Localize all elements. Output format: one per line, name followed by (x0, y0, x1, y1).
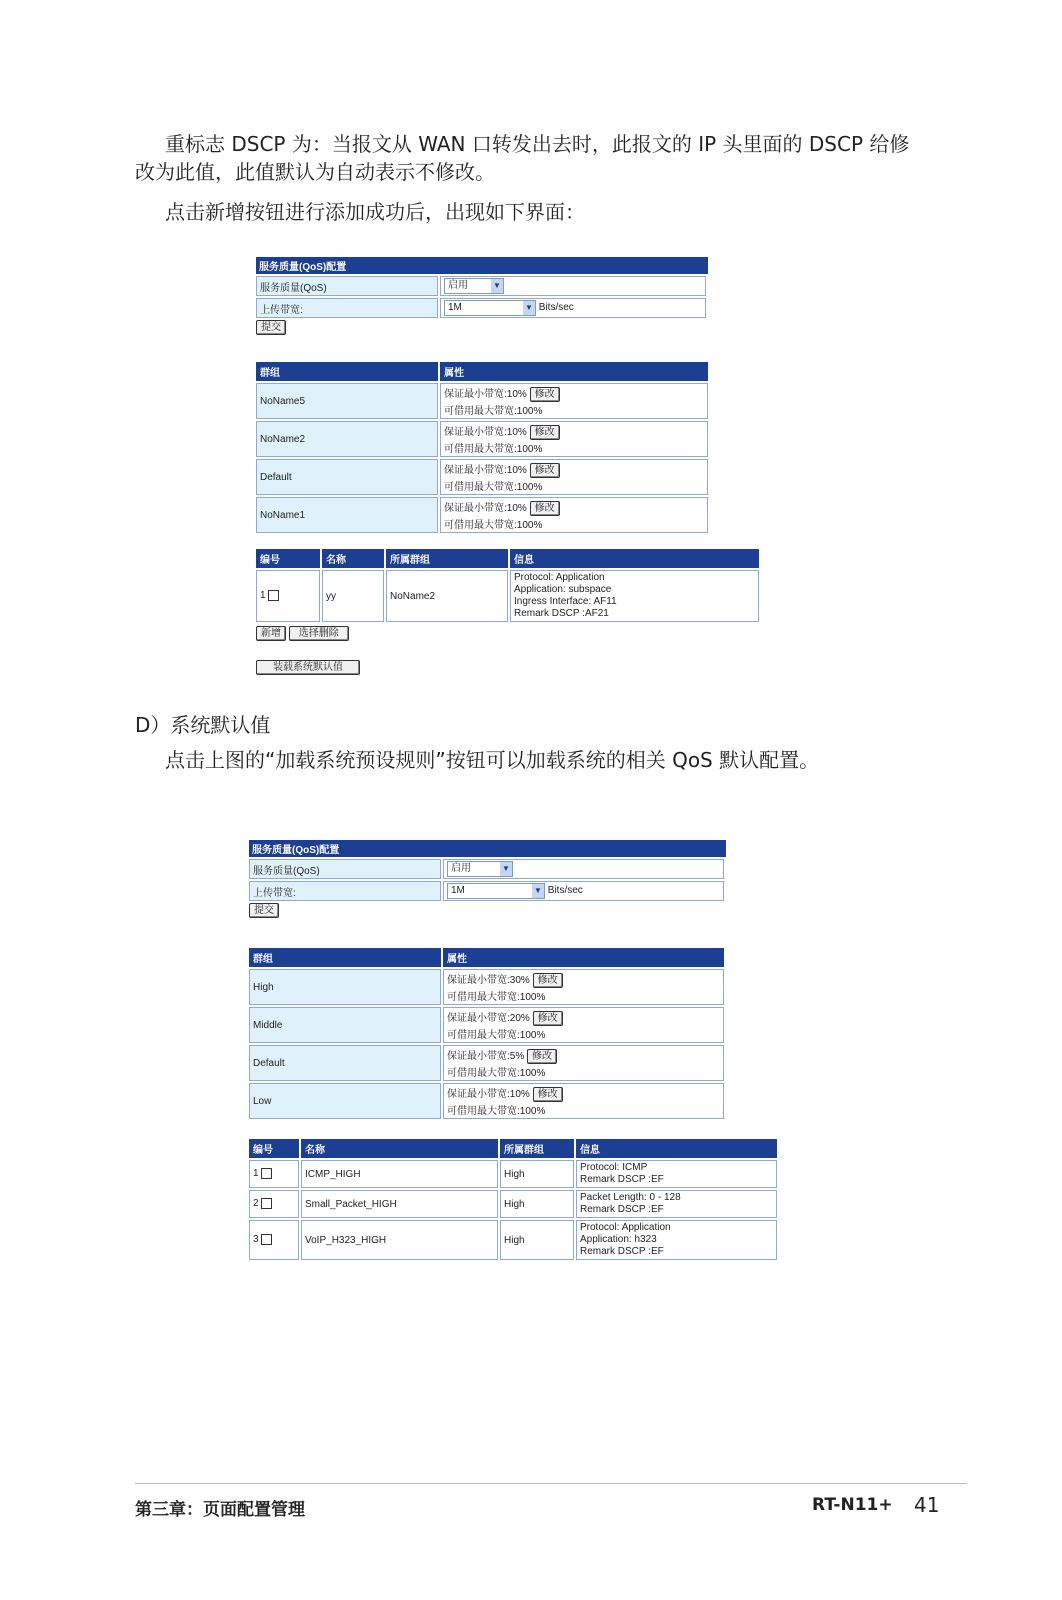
footer-chapter: 第三章：页面配置管理 (135, 1500, 305, 1520)
qos-select[interactable]: 启用 ▼ (444, 278, 504, 294)
group-max: 可借用最大带宽:100% (444, 406, 543, 417)
table-row (249, 1190, 777, 1218)
group-name: NoName2 (256, 421, 438, 457)
group-min: 保证最小带宽:20% (447, 1013, 530, 1024)
paragraph-load-default: 点击上图的“加载系统预设规则”按钮可以加载系统的相关 QoS 默认配置。 (165, 748, 820, 772)
submit-button[interactable]: 提交 (249, 903, 279, 918)
modify-button[interactable]: 修改 (530, 463, 560, 478)
rule-id: 1 (253, 1168, 259, 1180)
rule-info: Packet Length: 0 - 128 Remark DSCP :EF (576, 1190, 777, 1218)
chevron-down-icon: ▼ (523, 301, 535, 315)
group-min: 保证最小带宽:10% (444, 503, 527, 514)
group-row (256, 383, 708, 419)
qos-screenshot-2 (249, 840, 779, 1262)
chevron-down-icon: ▼ (500, 862, 512, 876)
load-default-button[interactable]: 装载系统默认值 (256, 660, 360, 675)
modify-button[interactable]: 修改 (530, 501, 560, 516)
group-min: 保证最小带宽:30% (447, 975, 530, 986)
section-heading-d: D）系统默认值 (135, 713, 271, 737)
bandwidth-unit: Bits/sec (547, 885, 583, 896)
modify-button[interactable]: 修改 (533, 1087, 563, 1102)
group-name: Default (256, 459, 438, 495)
modify-button[interactable]: 修改 (533, 1011, 563, 1026)
group-max: 可借用最大带宽:100% (444, 520, 543, 531)
group-max: 可借用最大带宽:100% (447, 992, 546, 1003)
group-name: Middle (249, 1007, 441, 1043)
group-table (254, 360, 710, 535)
rule-header-name: 名称 (322, 549, 384, 568)
group-name: Low (249, 1083, 441, 1119)
rule-info: Protocol: Application Application: subspace Ingress Interface: AF11 Remark DSCP :AF21 (510, 570, 759, 622)
qos-label: 服务质量(QoS) (256, 276, 438, 296)
qos-config-title: 服务质量(QoS)配置 (249, 840, 726, 857)
rule-name: Small_Packet_HIGH (301, 1190, 498, 1218)
group-min: 保证最小带宽:10% (447, 1089, 530, 1100)
rule-header-group: 所属群组 (500, 1139, 574, 1158)
rule-checkbox[interactable] (261, 1198, 272, 1209)
qos-screenshot-1 (256, 257, 761, 675)
group-max: 可借用最大带宽:100% (444, 482, 543, 493)
chevron-down-icon: ▼ (491, 279, 503, 293)
rule-group: NoName2 (386, 570, 508, 622)
group-header: 群组 (249, 948, 441, 967)
rule-name: VoIP_H323_HIGH (301, 1220, 498, 1260)
qos-config-title: 服务质量(QoS)配置 (256, 257, 708, 274)
group-name: High (249, 969, 441, 1005)
rule-table (247, 1137, 779, 1262)
table-row (256, 570, 759, 622)
rule-checkbox[interactable] (261, 1168, 272, 1179)
rule-info: Protocol: Application Application: h323 Remark DSCP :EF (576, 1220, 777, 1260)
modify-button[interactable]: 修改 (533, 973, 563, 988)
rule-checkbox[interactable] (261, 1234, 272, 1245)
attr-header: 属性 (443, 948, 724, 967)
group-name: NoName5 (256, 383, 438, 419)
attr-header: 属性 (440, 362, 708, 381)
rule-group: High (500, 1190, 574, 1218)
footer-model: RT-N11+ (812, 1495, 893, 1515)
rule-info: Protocol: ICMP Remark DSCP :EF (576, 1160, 777, 1188)
group-table (247, 946, 726, 1121)
rule-header-name: 名称 (301, 1139, 498, 1158)
modify-button[interactable]: 修改 (527, 1049, 557, 1064)
group-max: 可借用最大带宽:100% (447, 1106, 546, 1117)
delete-selected-button[interactable]: 选择删除 (289, 626, 349, 641)
group-min: 保证最小带宽:10% (444, 427, 527, 438)
group-min: 保证最小带宽:5% (447, 1051, 525, 1062)
group-row (249, 1007, 724, 1043)
group-name: NoName1 (256, 497, 438, 533)
modify-button[interactable]: 修改 (530, 387, 560, 402)
rule-header-info: 信息 (510, 549, 759, 568)
rule-group: High (500, 1160, 574, 1188)
rule-name: ICMP_HIGH (301, 1160, 498, 1188)
bandwidth-select[interactable]: 1M ▼ (444, 300, 536, 316)
rule-group: High (500, 1220, 574, 1260)
rule-table (254, 547, 761, 624)
group-max: 可借用最大带宽:100% (444, 444, 543, 455)
group-row (249, 1045, 724, 1081)
footer-divider (135, 1483, 967, 1484)
rule-id: 3 (253, 1234, 259, 1246)
rule-header-group: 所属群组 (386, 549, 508, 568)
rule-header-id: 编号 (249, 1139, 299, 1158)
submit-button[interactable]: 提交 (256, 320, 286, 335)
add-button[interactable]: 新增 (256, 626, 286, 641)
chevron-down-icon: ▼ (532, 884, 544, 898)
bandwidth-label: 上传带宽: (249, 881, 441, 901)
group-name: Default (249, 1045, 441, 1081)
rule-checkbox[interactable] (268, 590, 279, 601)
modify-button[interactable]: 修改 (530, 425, 560, 440)
group-row (249, 1083, 724, 1119)
rule-id: 2 (253, 1198, 259, 1210)
paragraph-add-success: 点击新增按钮进行添加成功后，出现如下界面： (165, 200, 585, 224)
bandwidth-label: 上传带宽: (256, 298, 438, 318)
rule-id: 1 (260, 590, 266, 602)
rule-header-info: 信息 (576, 1139, 777, 1158)
paragraph-dscp: 重标志 DSCP 为：当报文从 WAN 口转发出去时，此报文的 IP 头里面的 DSCP 给修改为此值，此值默认为自动表示不修改。 (135, 132, 910, 184)
group-min: 保证最小带宽:10% (444, 389, 527, 400)
group-header: 群组 (256, 362, 438, 381)
group-row (256, 421, 708, 457)
table-row (249, 1220, 777, 1260)
qos-label: 服务质量(QoS) (249, 859, 441, 879)
rule-name: yy (322, 570, 384, 622)
group-row (256, 497, 708, 533)
bandwidth-select[interactable]: 1M ▼ (447, 883, 545, 899)
group-min: 保证最小带宽:10% (444, 465, 527, 476)
group-row (256, 459, 708, 495)
rule-header-id: 编号 (256, 549, 320, 568)
qos-select[interactable]: 启用 ▼ (447, 861, 513, 877)
page-number: 41 (914, 1493, 940, 1517)
bandwidth-unit: Bits/sec (538, 302, 574, 313)
group-row (249, 969, 724, 1005)
group-max: 可借用最大带宽:100% (447, 1030, 546, 1041)
group-max: 可借用最大带宽:100% (447, 1068, 546, 1079)
table-row (249, 1160, 777, 1188)
